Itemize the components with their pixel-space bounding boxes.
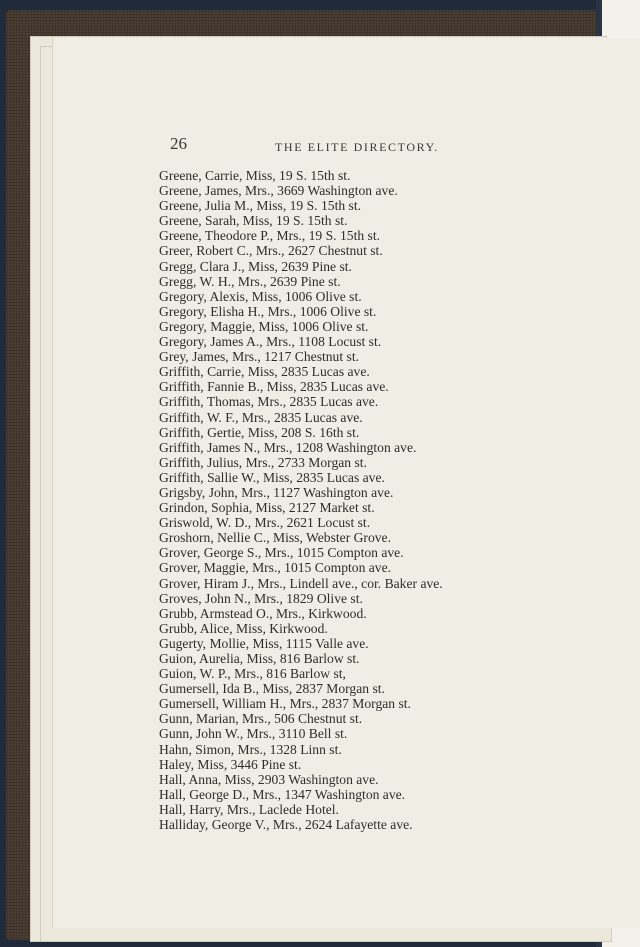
directory-entry: Gregory, Maggie, Miss, 1006 Olive st.: [159, 318, 369, 334]
directory-entry: Halliday, George V., Mrs., 2624 Lafayette ave.: [159, 817, 413, 833]
directory-entry: Gumersell, William H., Mrs., 2837 Morgan st.: [159, 696, 411, 712]
directory-entry: Greer, Robert C., Mrs., 2627 Chestnut st.: [159, 243, 383, 259]
directory-entry: Gunn, Marian, Mrs., 506 Chestnut st.: [159, 711, 363, 727]
directory-entry: Griffith, Gertie, Miss, 208 S. 16th st.: [159, 424, 360, 440]
directory-entry: Grubb, Alice, Miss, Kirkwood.: [159, 620, 328, 636]
directory-entry: Griffith, Thomas, Mrs., 2835 Lucas ave.: [159, 394, 379, 410]
directory-entry: Guion, Aurelia, Miss, 816 Barlow st.: [159, 651, 360, 666]
directory-entry: Grey, James, Mrs., 1217 Chestnut st.: [159, 349, 359, 365]
directory-entry: Grindon, Sophia, Miss, 2127 Market st.: [159, 500, 375, 516]
directory-entry: Gumersell, Ida B., Miss, 2837 Morgan st.: [159, 681, 385, 697]
directory-entry: Grigsby, John, Mrs., 1127 Washington ave.: [159, 484, 394, 500]
directory-entry: Griffith, Julius, Mrs., 2733 Morgan st.: [159, 454, 367, 470]
directory-entry: Greene, Julia M., Miss, 19 S. 15th st.: [159, 198, 362, 214]
directory-entry: Greene, Theodore P., Mrs., 19 S. 15th st.: [159, 228, 381, 244]
directory-entry: Gregory, Alexis, Miss, 1006 Olive st.: [159, 288, 362, 304]
directory-entry: Grover, Maggie, Mrs., 1015 Compton ave.: [159, 560, 392, 576]
directory-entry: Griffith, Sallie W., Miss, 2835 Lucas ave.: [159, 469, 385, 485]
directory-entry: Hall, George D., Mrs., 1347 Washington ave.: [159, 786, 406, 802]
directory-entry: Griffith, W. F., Mrs., 2835 Lucas ave.: [159, 409, 363, 425]
directory-entry: Gregory, James A., Mrs., 1108 Locust st.: [159, 334, 382, 350]
running-head: THE ELITE DIRECTORY.: [275, 140, 439, 154]
directory-entry: Grover, Hiram J., Mrs., Lindell ave., cor. Baker ave.: [159, 575, 443, 591]
directory-entry: Groves, John N., Mrs., 1829 Olive st.: [159, 590, 363, 606]
directory-entry: Gunn, John W., Mrs., 3110 Bell st.: [159, 726, 348, 742]
directory-entry: Griffith, Fannie B., Miss, 2835 Lucas ave.: [159, 379, 389, 395]
directory-entry: Gugerty, Mollie, Miss, 1115 Valle ave.: [159, 635, 369, 651]
directory-entry: Greene, James, Mrs., 3669 Washington ave.: [159, 183, 398, 199]
directory-entry: Grubb, Armstead O., Mrs., Kirkwood.: [159, 605, 367, 621]
directory-entry: Greene, Sarah, Miss, 19 S. 15th st.: [159, 213, 348, 229]
directory-entry: Hall, Harry, Mrs., Laclede Hotel.: [159, 801, 339, 817]
directory-entry: Greene, Carrie, Miss, 19 S. 15th st.: [159, 168, 351, 183]
directory-entry: Hahn, Simon, Mrs., 1328 Linn st.: [159, 741, 342, 757]
directory-entry: Groshorn, Nellie C., Miss, Webster Grove.: [159, 530, 391, 546]
page-number: 26: [170, 134, 187, 153]
directory-entry: Hall, Anna, Miss, 2903 Washington ave.: [159, 771, 379, 787]
directory-entries: [159, 168, 599, 832]
directory-entry: Gregg, Clara J., Miss, 2639 Pine st.: [159, 258, 352, 274]
directory-entry: Grover, George S., Mrs., 1015 Compton ave.: [159, 545, 404, 561]
directory-entry: Gregory, Elisha H., Mrs., 1006 Olive st.: [159, 303, 377, 319]
directory-entry: Guion, W. P., Mrs., 816 Barlow st,: [159, 666, 346, 682]
directory-entry: Haley, Miss, 3446 Pine st.: [159, 756, 302, 772]
directory-entry: Gregg, W. H., Mrs., 2639 Pine st.: [159, 273, 341, 289]
directory-entry: Griffith, Carrie, Miss, 2835 Lucas ave.: [159, 364, 370, 380]
directory-entry: Griswold, W. D., Mrs., 2621 Locust st.: [159, 515, 371, 531]
directory-entry: Griffith, James N., Mrs., 1208 Washington ave.: [159, 439, 417, 455]
